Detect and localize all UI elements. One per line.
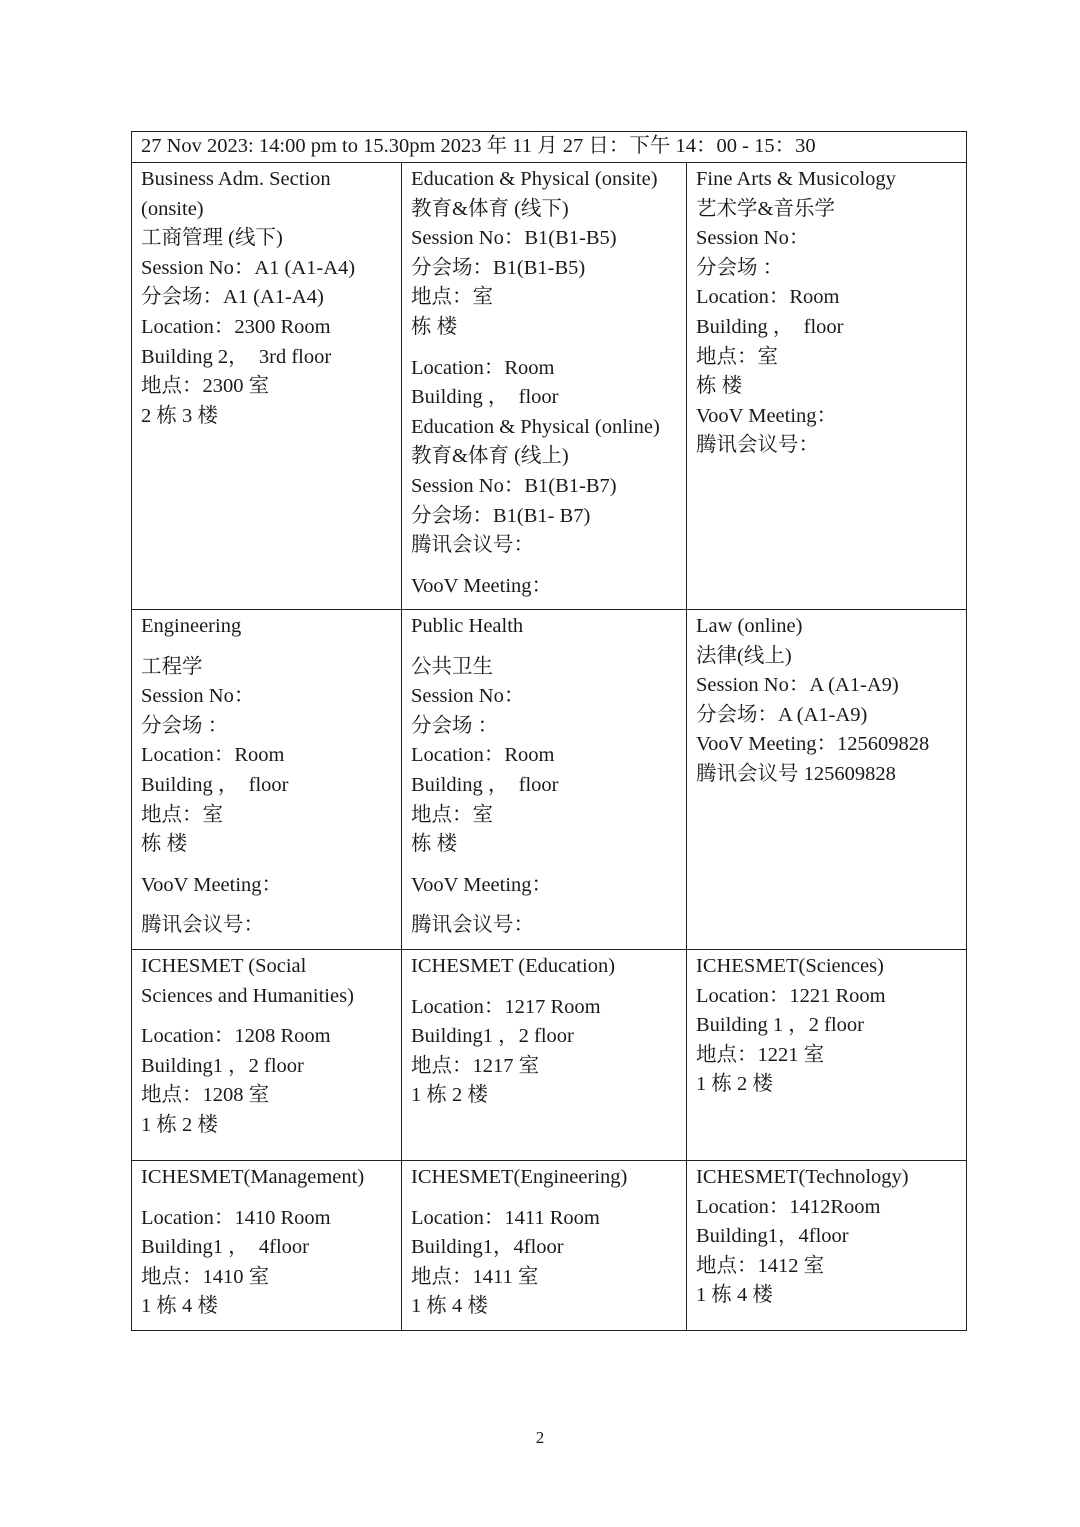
cell-text-line: ICHESMET(Engineering) [411, 1166, 628, 1188]
cell-ichesmet-management [132, 1161, 402, 1331]
cell-text-line: Session No： [696, 227, 810, 250]
cell-ichesmet-technology [687, 1161, 967, 1331]
line-gap [141, 900, 393, 911]
cell-text-line: Location：2300 Room [141, 315, 331, 338]
cell-text-line: Fine Arts & Musicology [696, 168, 896, 190]
cell-text-line: Session No：B1(B1-B5) [411, 227, 617, 250]
cell-text-line: Session No：A1 (A1-A4) [141, 256, 356, 279]
cell-text-line: Sciences and Humanities) [141, 984, 354, 1007]
page-number: 2 [535, 1428, 545, 1447]
line-gap [141, 1011, 393, 1022]
cell-text-line: 分会场 ： [141, 714, 229, 737]
cell-ichesmet-education [402, 950, 687, 1161]
cell-text-line: Building1 ， 4floor [141, 1236, 309, 1259]
cell-text-line: Location：1221 Room [696, 984, 886, 1007]
cell-law [687, 610, 967, 950]
cell-text-line: 教育&体育 (线上) [411, 445, 569, 468]
cell-text-line: Session No： [141, 685, 255, 708]
cell-text-line: 分会场：A (A1-A9) [696, 703, 868, 726]
cell-ichesmet-sciences [687, 950, 967, 1161]
cell-text-line: ICHESMET (Education) [411, 955, 616, 977]
cell-text-line: 艺术学&音乐学 [696, 197, 835, 220]
cell-business-admin [132, 163, 402, 610]
cell-text-line: 1 栋 4 楼 [141, 1295, 218, 1318]
cell-text-line: 法律(线上) [696, 644, 792, 667]
cell-text-line: VooV Meeting： [411, 574, 553, 597]
cell-text-line: Public Health [411, 615, 524, 637]
cell-text-line: 栋 楼 [696, 375, 743, 398]
cell-text-line: 地点：2300 室 [141, 375, 270, 398]
line-gap [411, 561, 678, 572]
cell-text-line: 腾讯会议号 125609828 [696, 762, 896, 785]
cell-text-line: Building ， floor [411, 386, 559, 409]
cell-text-line: 地点：1208 室 [141, 1084, 270, 1107]
cell-text-line: 1 栋 4 楼 [411, 1295, 488, 1318]
cell-text-line: 地点：1217 室 [411, 1054, 540, 1077]
cell-text-line: 栋 楼 [141, 833, 188, 856]
line-gap [411, 982, 678, 993]
cell-text-line: 分会场 ： [696, 256, 784, 279]
cell-text-line: 地点：1410 室 [141, 1265, 270, 1288]
cell-text-line: 腾讯会议号： [411, 914, 534, 937]
cell-text-line: 分会场：A1 (A1-A4) [141, 286, 324, 309]
cell-text-line: Education & Physical (online) [411, 415, 660, 438]
cell-text-line: Location：Room [411, 356, 555, 379]
cell-text-line: Location：1217 Room [411, 995, 601, 1018]
cell-text-line: Location：Room [141, 744, 285, 767]
cell-text-line: 地点：1412 室 [696, 1254, 825, 1277]
line-gap [411, 642, 678, 653]
cell-text-line: VooV Meeting：125609828 [696, 733, 930, 756]
cell-text-line: 1 栋 4 楼 [696, 1284, 773, 1307]
cell-text-line: 地点：室 [411, 803, 493, 826]
cell-fine-arts [687, 163, 967, 610]
cell-text-line: 腾讯会议号： [411, 534, 534, 557]
line-gap [411, 900, 678, 911]
cell-text-line: Building1 ，2 floor [141, 1054, 304, 1077]
cell-text-line: VooV Meeting： [411, 873, 553, 896]
cell-text-line: ICHESMET(Sciences) [696, 955, 884, 977]
cell-public-health [402, 610, 687, 950]
cell-text-line: 地点：室 [696, 345, 778, 368]
cell-text-line: Building 1 ，2 floor [696, 1014, 864, 1037]
line-gap [141, 860, 393, 871]
cell-text-line: VooV Meeting： [141, 873, 283, 896]
cell-text-line: Session No：B1(B1-B7) [411, 474, 617, 497]
cell-engineering [132, 610, 402, 950]
cell-text-line: (onsite) [141, 197, 204, 220]
schedule-table [131, 131, 967, 1331]
cell-text-line: 分会场 ： [411, 714, 499, 737]
cell-education-physical [402, 163, 687, 610]
cell-text-line: Engineering [141, 615, 242, 637]
cell-text-line: 工程学 [141, 655, 203, 678]
cell-text-line: 栋 楼 [411, 315, 458, 338]
cell-text-line: Location：1410 Room [141, 1206, 331, 1229]
cell-text-line: Law (online) [696, 615, 803, 637]
cell-text-line: Building ， floor [141, 773, 289, 796]
cell-text-line: 1 栋 2 楼 [141, 1113, 218, 1136]
cell-text-line: Session No：A (A1-A9) [696, 674, 899, 697]
cell-text-line: 教育&体育 (线下) [411, 197, 569, 220]
cell-text-line: 公共卫生 [411, 655, 493, 678]
cell-text-line: Building1 ，2 floor [411, 1025, 574, 1048]
cell-text-line: Location：Room [696, 286, 840, 309]
cell-text-line: 2 栋 3 楼 [141, 404, 218, 427]
cell-text-line: 1 栋 2 楼 [411, 1084, 488, 1107]
cell-text-line: Location：Room [411, 744, 555, 767]
cell-text-line: ICHESMET(Technology) [696, 1166, 909, 1188]
line-gap [141, 1193, 393, 1204]
cell-text-line: 腾讯会议号： [141, 914, 264, 937]
cell-text-line: 分会场：B1(B1-B5) [411, 256, 586, 279]
cell-text-line: 栋 楼 [411, 833, 458, 856]
cell-text-line: ICHESMET (Social [141, 955, 307, 977]
cell-text-line: Building ， floor [696, 315, 844, 338]
cell-text-line: 1 栋 2 楼 [696, 1073, 773, 1096]
cell-text-line: 地点：1411 室 [411, 1265, 539, 1288]
cell-text-line: 分会场：B1(B1- B7) [411, 504, 591, 527]
cell-text-line: Session No： [411, 685, 525, 708]
cell-text-line: ICHESMET(Management) [141, 1166, 365, 1188]
cell-text-line: Location：1208 Room [141, 1025, 331, 1048]
cell-ichesmet-social-sciences [132, 950, 402, 1161]
schedule-header [132, 132, 967, 163]
cell-text-line: Location：1411 Room [411, 1206, 600, 1229]
cell-text-line: Location：1412Room [696, 1195, 881, 1218]
cell-text-line: 工商管理 (线下) [141, 227, 283, 250]
cell-text-line: Business Adm. Section [141, 168, 331, 190]
cell-ichesmet-engineering [402, 1161, 687, 1331]
line-gap [411, 343, 678, 354]
line-gap [411, 860, 678, 871]
line-gap [141, 642, 393, 653]
cell-text-line: Building1，4floor [411, 1236, 564, 1259]
cell-text-line: 腾讯会议号： [696, 434, 819, 457]
cell-text-line: Education & Physical (onsite) [411, 168, 658, 190]
cell-text-line: Building1，4floor [696, 1225, 849, 1248]
cell-text-line: Building ， floor [411, 773, 559, 796]
line-gap [411, 1193, 678, 1204]
cell-text-line: 地点：室 [141, 803, 223, 826]
cell-text-line: 地点：室 [411, 286, 493, 309]
cell-text-line: Building 2， 3rd floor [141, 345, 332, 368]
schedule-date-time: 27 Nov 2023: 14:00 pm to 15.30pm 2023 年 11 月 27 日：下午 14：00 - 15：30 [141, 135, 816, 157]
cell-text-line: VooV Meeting： [696, 404, 838, 427]
cell-text-line: 地点：1221 室 [696, 1043, 825, 1066]
